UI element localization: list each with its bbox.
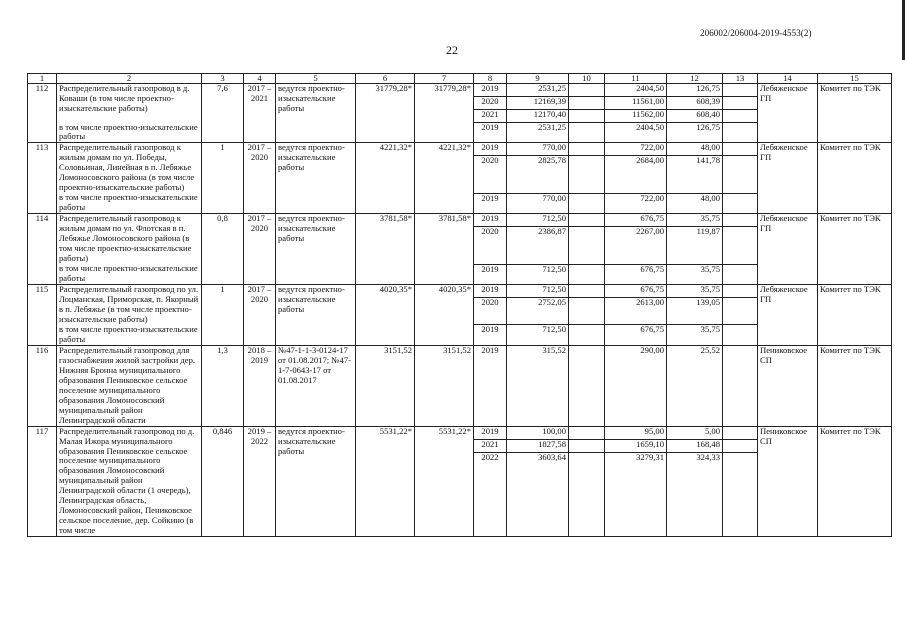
object-name: Распределительный газопровод для газоснабжения жилой застройки дер. Нижняя Бронна муниципального образования Пениковское сельское поселение муниципального образования Ломоносовский муниципальный район Ленинградской области — [57, 345, 202, 426]
total-cost: 3781,58* — [415, 214, 474, 285]
column-number: 11 — [605, 74, 667, 84]
amount-regional: 2613,00 — [636, 297, 664, 307]
amount-regional: 1659,10 — [605, 440, 666, 453]
amount-total: 12170,40 — [533, 109, 566, 119]
column-number: 6 — [356, 74, 415, 84]
amount-regional-cell — [605, 345, 667, 426]
period: 2018 – 2019 — [244, 345, 276, 426]
col-10 — [569, 453, 604, 465]
period: 2017 – 2020 — [244, 214, 276, 285]
project-status: ведутся проектно-изыскательские работы — [276, 143, 356, 214]
amount-regional: 2267,00 — [636, 226, 664, 237]
table-row — [28, 426, 892, 537]
year: 2019 — [474, 143, 506, 156]
amount-regional: 2684,00 — [636, 155, 664, 166]
project-status: ведутся проектно-изыскательские работы — [276, 426, 356, 537]
amount-local: 35,75 — [667, 285, 722, 298]
total-cost: 4020,35* — [415, 285, 474, 346]
year: 2021 — [481, 109, 499, 119]
sub-year: 2019 — [474, 123, 507, 143]
amount-total-cell — [507, 426, 569, 537]
col-13-cell — [723, 345, 758, 426]
committee: Комитет по ТЭК — [818, 426, 892, 537]
col-13 — [723, 156, 757, 168]
sub-year: 2019 — [474, 325, 507, 345]
committee: Комитет по ТЭК — [818, 285, 892, 346]
estimated-cost: 5531,22* — [356, 426, 415, 537]
amount-regional-cell — [605, 426, 667, 537]
amount-local: 5,00 — [667, 427, 722, 440]
col-13-cell — [723, 426, 758, 537]
table-row — [28, 285, 892, 325]
amount-regional: 722,00 — [605, 143, 666, 156]
project-status: ведутся проектно-изыскательские работы — [276, 214, 356, 285]
amount-total-cell — [507, 345, 569, 426]
sub-col-13 — [723, 325, 758, 345]
row-number: 114 — [28, 214, 57, 285]
project-status: №47-1-1-3-0124-17 от 01.08.2017; №47-1-7-0643-17 от 01.08.2017 — [276, 345, 356, 426]
amount-total: 770,00 — [507, 143, 568, 156]
sub-amount-total: 2531,25 — [507, 123, 569, 143]
length-km: 0,846 — [202, 426, 244, 537]
amount-regional: 2404,50 — [605, 84, 666, 97]
year: 2019 — [474, 285, 506, 298]
column-number: 10 — [569, 74, 605, 84]
year: 2019 — [474, 427, 506, 440]
col-10 — [569, 110, 604, 122]
amount-regional: 676,75 — [605, 285, 666, 298]
header-row — [28, 74, 892, 84]
amount-local: 141,78 — [696, 155, 720, 166]
col-10 — [569, 143, 604, 156]
amount-total: 2531,25 — [507, 84, 568, 97]
col-13 — [723, 110, 757, 122]
amount-local: 168,48 — [667, 440, 722, 453]
year-cell — [474, 214, 507, 264]
row-number: 112 — [28, 84, 57, 143]
row-number: 113 — [28, 143, 57, 214]
amount-local: 25,52 — [700, 345, 720, 355]
year: 2020 — [474, 97, 506, 110]
committee: Комитет по ТЭК — [818, 84, 892, 143]
period: 2019 – 2022 — [244, 426, 276, 537]
period: 2017 – 2021 — [244, 84, 276, 143]
page-number: 22 — [446, 43, 458, 57]
year: 2021 — [474, 440, 506, 453]
year-cell — [474, 143, 507, 193]
amount-total: 2825,78 — [538, 155, 566, 166]
owner: Лебяженское ГП — [758, 285, 818, 346]
total-cost: 31779,28* — [415, 84, 474, 143]
column-number: 2 — [57, 74, 202, 84]
col-10-cell — [569, 84, 605, 123]
amount-regional: 11562,00 — [632, 109, 664, 119]
amount-local: 608,39 — [667, 97, 722, 110]
object-name: Распределительный газопровод к жилым домам по ул. Победы, Соловьиная, Линейная в п. Лебяжье Ломоносовского района (в том числе проектно-изыскательские работы) — [57, 143, 202, 193]
object-name: Распределительный газопровод к жилым домам по ул. Флотская в п. Лебяжье Ломоносовского района (в том числе проектно-изыскательские работы) — [57, 214, 202, 264]
sub-col-13 — [723, 193, 758, 213]
amount-local-cell — [667, 84, 723, 123]
estimated-cost: 31779,28* — [356, 84, 415, 143]
amount-local-cell — [667, 214, 723, 264]
document-number: 206002/206004-2019-4553(2) — [700, 28, 812, 38]
amount-total: 3603,64 — [538, 451, 566, 462]
col-13-cell — [723, 143, 758, 193]
estimated-cost: 4020,35* — [356, 285, 415, 346]
amount-total-cell — [507, 84, 569, 123]
object-name: Распределительный газопровод в д. Коваши (в том числе проектно-изыскательские работы) — [57, 84, 202, 123]
col-10-cell — [569, 345, 605, 426]
length-km: 1,3 — [202, 345, 244, 426]
sub-amount-regional: 722,00 — [605, 193, 667, 213]
length-km: 1 — [202, 285, 244, 346]
col-13 — [723, 214, 757, 227]
year: 2019 — [474, 214, 506, 227]
col-10 — [569, 346, 604, 358]
amount-regional-cell — [605, 285, 667, 325]
sub-amount-local: 126,75 — [667, 123, 723, 143]
sub-col-13 — [723, 264, 758, 284]
year: 2020 — [481, 297, 499, 307]
sub-amount-total: 712,50 — [507, 264, 569, 284]
length-km: 1 — [202, 143, 244, 214]
col-13 — [723, 227, 757, 239]
col-10 — [569, 440, 604, 453]
table-row — [28, 214, 892, 264]
column-number: 15 — [818, 74, 892, 84]
table-row — [28, 345, 892, 426]
sub-col-13 — [723, 123, 758, 143]
amount-local: 126,75 — [667, 84, 722, 97]
year-cell — [474, 426, 507, 537]
year-cell — [474, 345, 507, 426]
amount-total: 315,52 — [542, 345, 566, 355]
column-number: 13 — [723, 74, 758, 84]
amount-regional-cell — [605, 214, 667, 264]
column-number: 3 — [202, 74, 244, 84]
owner: Лебяженское ГП — [758, 214, 818, 285]
col-13 — [723, 346, 757, 358]
amount-total-cell — [507, 143, 569, 193]
col-10 — [569, 227, 604, 239]
column-number: 4 — [244, 74, 276, 84]
sub-col-10 — [569, 264, 605, 284]
col-13 — [723, 285, 757, 298]
amount-total-cell — [507, 214, 569, 264]
year: 2019 — [481, 345, 499, 355]
col-13-cell — [723, 214, 758, 264]
table-row — [28, 143, 892, 193]
col-10 — [569, 298, 604, 310]
program-table — [27, 73, 892, 537]
length-km: 7,6 — [202, 84, 244, 143]
amount-local: 608,40 — [696, 109, 720, 119]
col-13 — [723, 298, 757, 310]
sub-amount-local: 35,75 — [667, 325, 723, 345]
col-10 — [569, 285, 604, 298]
length-km: 0,8 — [202, 214, 244, 285]
period: 2017 – 2020 — [244, 285, 276, 346]
column-number: 1 — [28, 74, 57, 84]
project-status: ведутся проектно-изыскательские работы — [276, 84, 356, 143]
col-13 — [723, 427, 757, 440]
column-number: 14 — [758, 74, 818, 84]
owner: Лебяженское ГП — [758, 84, 818, 143]
amount-local-cell — [667, 285, 723, 325]
amount-regional: 676,75 — [605, 214, 666, 227]
amount-total-cell — [507, 285, 569, 325]
sub-amount-total: 712,50 — [507, 325, 569, 345]
amount-total: 712,50 — [507, 214, 568, 227]
table-row — [28, 84, 892, 123]
project-status: ведутся проектно-изыскательские работы — [276, 285, 356, 346]
object-name: Распределительный газопровод по д. Малая Ижора муниципального образования Пениковское сельское поселение муниципального образования Ломоносовский муниципальный район Ленинградской области (1 очередь), Ленинградская область, Ломоносовский район, Пениковское сельское поселение, дер. Сойкино (в том числе — [57, 426, 202, 537]
subrow-label: в том числе проектно-изыскательские работы — [57, 193, 202, 213]
amount-regional-cell — [605, 84, 667, 123]
sub-amount-regional: 2404,50 — [605, 123, 667, 143]
amount-regional: 290,00 — [640, 345, 664, 355]
amount-total: 12169,39 — [507, 97, 568, 110]
amount-total: 712,50 — [507, 285, 568, 298]
estimated-cost: 3151,52 — [356, 345, 415, 426]
amount-regional-cell — [605, 143, 667, 193]
column-number: 5 — [276, 74, 356, 84]
subrow-label: в том числе проектно-изыскательские работы — [57, 123, 202, 143]
col-13-cell — [723, 84, 758, 123]
amount-regional: 11561,00 — [605, 97, 666, 110]
sub-amount-regional: 676,75 — [605, 264, 667, 284]
subrow-label: в том числе проектно-изыскательские работы — [57, 325, 202, 345]
col-13 — [723, 84, 757, 97]
sub-year: 2019 — [474, 193, 507, 213]
amount-local-cell — [667, 143, 723, 193]
year-cell — [474, 84, 507, 123]
committee: Комитет по ТЭК — [818, 345, 892, 426]
total-cost: 4221,32* — [415, 143, 474, 214]
owner: Пениковское СП — [758, 345, 818, 426]
amount-local: 48,00 — [667, 143, 722, 156]
committee: Комитет по ТЭК — [818, 214, 892, 285]
amount-total: 2386,87 — [538, 226, 566, 237]
column-number: 9 — [507, 74, 569, 84]
col-10-cell — [569, 285, 605, 325]
column-number: 7 — [415, 74, 474, 84]
col-10-cell — [569, 426, 605, 537]
sub-col-10 — [569, 325, 605, 345]
total-cost: 5531,22* — [415, 426, 474, 537]
col-10-cell — [569, 143, 605, 193]
sub-col-10 — [569, 123, 605, 143]
committee: Комитет по ТЭК — [818, 143, 892, 214]
col-10 — [569, 214, 604, 227]
amount-total: 2752,05 — [538, 297, 566, 307]
sub-col-10 — [569, 193, 605, 213]
row-number: 115 — [28, 285, 57, 346]
year: 2019 — [474, 84, 506, 97]
col-10 — [569, 84, 604, 97]
amount-local-cell — [667, 426, 723, 537]
amount-local: 324,33 — [696, 451, 720, 462]
estimated-cost: 4221,32* — [356, 143, 415, 214]
amount-total: 1827,58 — [507, 440, 568, 453]
amount-local: 139,05 — [696, 297, 720, 307]
sub-amount-local: 48,00 — [667, 193, 723, 213]
year: 2020 — [481, 226, 499, 237]
year: 2022 — [481, 451, 499, 462]
sub-year: 2019 — [474, 264, 507, 284]
year-cell — [474, 285, 507, 325]
col-10 — [569, 97, 604, 110]
total-cost: 3151,52 — [415, 345, 474, 426]
col-13 — [723, 453, 757, 465]
col-10 — [569, 156, 604, 168]
owner: Лебяженское ГП — [758, 143, 818, 214]
col-13 — [723, 440, 757, 453]
sub-amount-total: 770,00 — [507, 193, 569, 213]
amount-total: 100,00 — [507, 427, 568, 440]
object-name: Распределительный газопровод по ул. Лоцманская, Приморская, п. Якорный в п. Лебяжье (в том числе проектно-изыскательские работы) — [57, 285, 202, 325]
col-10-cell — [569, 214, 605, 264]
year: 2020 — [481, 155, 499, 166]
amount-local-cell — [667, 345, 723, 426]
row-number: 117 — [28, 426, 57, 537]
amount-regional: 95,00 — [605, 427, 666, 440]
column-number: 12 — [667, 74, 723, 84]
sub-amount-regional: 676,75 — [605, 325, 667, 345]
amount-local: 35,75 — [667, 214, 722, 227]
subrow-label: в том числе проектно-изыскательские работы — [57, 264, 202, 284]
amount-local: 119,87 — [696, 226, 720, 237]
col-13 — [723, 97, 757, 110]
column-number: 8 — [474, 74, 507, 84]
period: 2017 – 2020 — [244, 143, 276, 214]
estimated-cost: 3781,58* — [356, 214, 415, 285]
col-13 — [723, 143, 757, 156]
amount-regional: 3279,31 — [636, 451, 664, 462]
owner: Пениковское СП — [758, 426, 818, 537]
col-13-cell — [723, 285, 758, 325]
col-10 — [569, 427, 604, 440]
row-number: 116 — [28, 345, 57, 426]
sub-amount-local: 35,75 — [667, 264, 723, 284]
